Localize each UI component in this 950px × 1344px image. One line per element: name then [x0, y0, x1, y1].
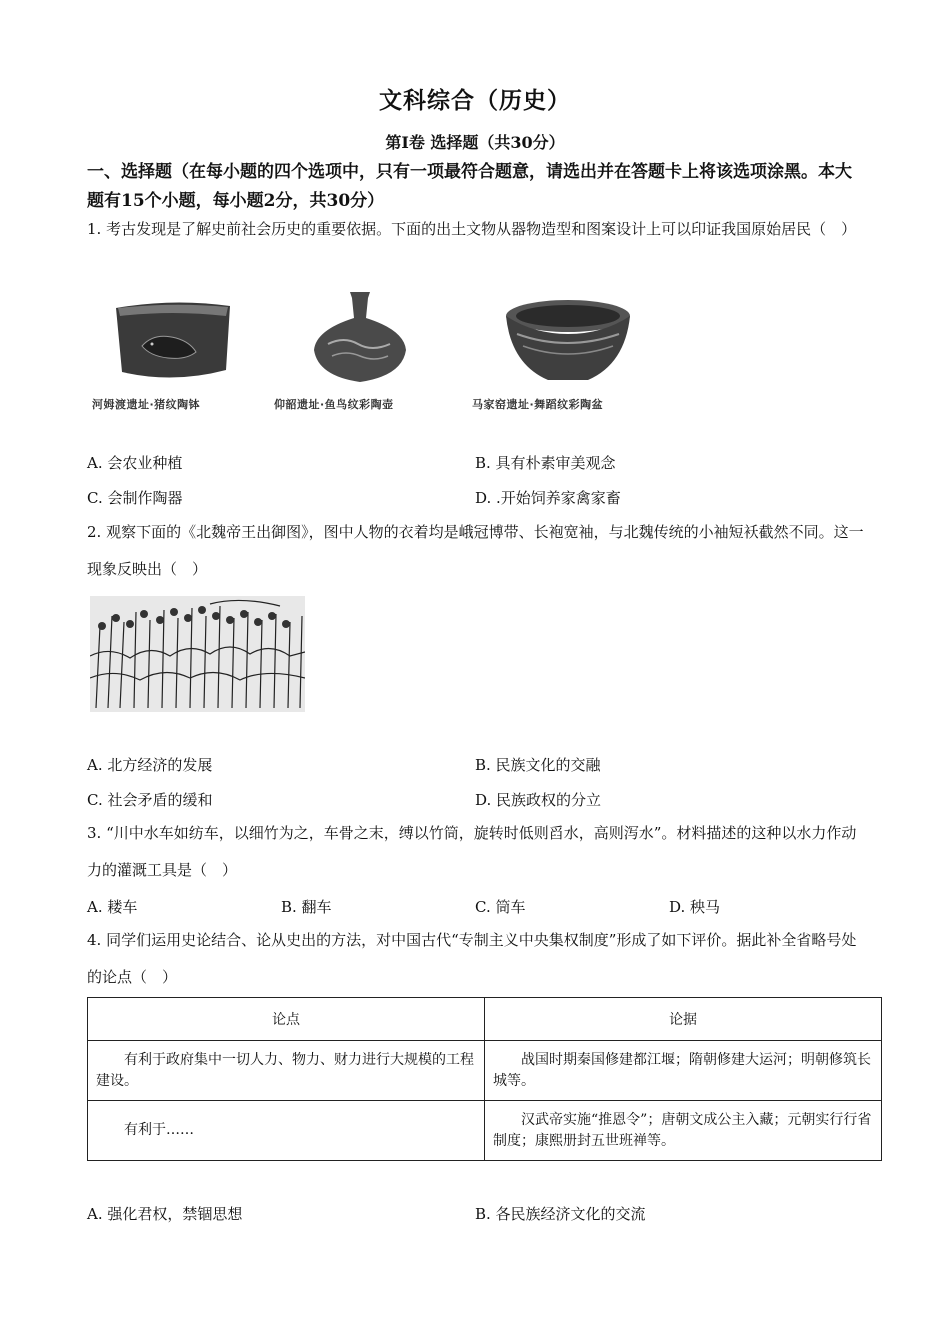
caption-yangshao: 仰韶遗址·鱼鸟纹彩陶壶 — [274, 398, 394, 411]
q2-option-a[interactable]: A. 北方经济的发展 — [87, 756, 213, 774]
q4-option-b[interactable]: B. 各民族经济文化的交流 — [475, 1205, 646, 1223]
q1-option-c[interactable]: C. 会制作陶器 — [87, 489, 183, 507]
q2-option-b[interactable]: B. 民族文化的交融 — [475, 756, 601, 774]
artifact-fish-bird-pot-image — [308, 290, 412, 386]
table-cell: 汉武帝实施“推恩令”；唐朝文成公主入藏；元朝实行行省制度；康熙册封五世班禅等。 — [485, 1101, 882, 1161]
table-cell: 有利于…… — [88, 1101, 485, 1161]
page-title: 文科综合（历史） — [379, 87, 571, 114]
table-cell: 战国时期秦国修建都江堰；隋朝修建大运河；明朝修筑长城等。 — [485, 1041, 882, 1101]
section-subtitle: 第Ⅰ卷 选择题（共30分） — [385, 133, 565, 152]
q3-option-d[interactable]: D. 秧马 — [669, 898, 721, 916]
artifact-dance-basin-image — [503, 294, 633, 386]
q1-option-b[interactable]: B. 具有朴素审美观念 — [475, 454, 616, 472]
q1-option-d[interactable]: D. .开始饲养家禽家畜 — [475, 489, 621, 507]
q2-option-c[interactable]: C. 社会矛盾的缓和 — [87, 791, 213, 809]
artifact-pig-bowl-image — [112, 298, 234, 384]
emperor-procession-image — [90, 596, 305, 712]
table-row — [88, 1101, 882, 1161]
table-cell: 有利于政府集中一切人力、物力、财力进行大规模的工程建设。 — [88, 1041, 485, 1101]
table-header-cell: 论点 — [88, 998, 485, 1041]
caption-majiayao: 马家窑遗址·舞蹈纹彩陶盆 — [472, 398, 604, 411]
caption-hemudu: 河姆渡遗址·猪纹陶钵 — [92, 398, 201, 411]
question-1-stem: 1. 考古发现是了解史前社会历史的重要依据。下面的出土文物从器物造型和图案设计上可以印证我国原始居民（ ） — [87, 220, 857, 238]
question-4-stem: 4. 同学们运用史论结合、论从史出的方法，对中国古代“专制主义中央集权制度”形成了如下评价。据此补全省略号处的论点（ ） — [87, 931, 857, 986]
q3-option-c[interactable]: C. 筒车 — [475, 898, 526, 916]
q1-option-a[interactable]: A. 会农业种植 — [87, 454, 183, 472]
table-header-row — [88, 998, 882, 1041]
argument-table — [87, 997, 882, 1161]
table-header-cell: 论据 — [485, 998, 882, 1041]
q3-option-b[interactable]: B. 翻车 — [281, 898, 332, 916]
section-instructions: 一、选择题（在每小题的四个选项中，只有一项最符合题意，请选出并在答题卡上将该选项涂黑。本大题有15个小题，每小题2分，共30分） — [87, 162, 852, 211]
q4-option-a[interactable]: A. 强化君权，禁锢思想 — [87, 1205, 243, 1223]
question-3-stem: 3. “川中水车如纺车，以细竹为之，车骨之末，缚以竹筒，旋转时低则舀水，高则泻水”。材料描述的这种以水力作动力的灌溉工具是（ ） — [87, 824, 857, 879]
q3-option-a[interactable]: A. 耧车 — [87, 898, 138, 916]
table-row — [88, 1041, 882, 1101]
q2-option-d[interactable]: D. 民族政权的分立 — [475, 791, 602, 809]
question-2-stem: 2. 观察下面的《北魏帝王出御图》，图中人物的衣着均是峨冠博带、长袍宽袖，与北魏传统的小袖短袄截然不同。这一现象反映出（ ） — [87, 523, 864, 578]
